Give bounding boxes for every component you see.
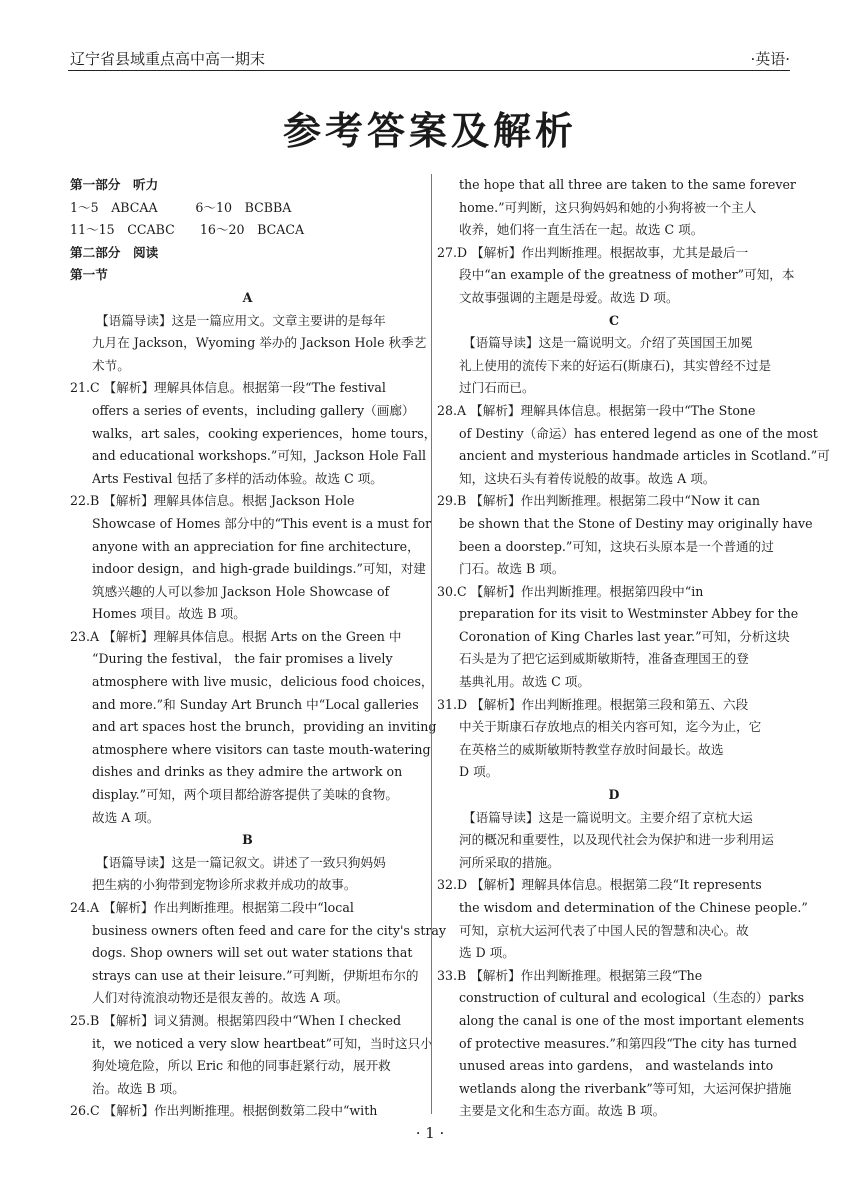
right-text-line: 河的概况和重要性，以及现代社会为保护和进一步利用运 bbox=[459, 832, 774, 848]
left-text-line: “During the festival， the fair promises a lively bbox=[92, 651, 393, 667]
left-text-line: 筑感兴趣的人可以参加 Jackson Hole Showcase of bbox=[92, 583, 390, 599]
left-text-line: 狗处境危险，所以 Eric 和他的同事赶紧行动，展开救 bbox=[92, 1058, 391, 1074]
left-text-line: 1～5 ABCAA 6～10 BCBBA bbox=[70, 199, 292, 215]
right-text-line: the hope that all three are taken to the same forever bbox=[459, 177, 796, 192]
right-text-line: 中关于斯康石存放地点的相关内容可知，迄今为止，它 bbox=[459, 719, 762, 735]
left-text-line: 故选 A 项。 bbox=[92, 809, 160, 825]
right-text-line: of Destiny（命运）has entered legend as one of the most bbox=[459, 425, 818, 441]
page-title: 参考答案及解析 bbox=[282, 109, 577, 153]
right-text-line: 过门石而已。 bbox=[459, 380, 535, 396]
left-text-line: dishes and drinks as they admire the artwork on bbox=[92, 764, 403, 780]
left-text-line: 22.B 【解析】理解具体信息。根据 Jackson Hole bbox=[70, 493, 355, 509]
right-text-line: 在英格兰的威斯敏斯特教堂存放时间最长。故选 bbox=[459, 741, 724, 757]
right-text-line: D 项。 bbox=[459, 764, 499, 780]
right-text-line: 河所采取的措施。 bbox=[459, 854, 560, 870]
left-text-line: 术节。 bbox=[92, 357, 130, 373]
left-text-line: A bbox=[242, 289, 253, 305]
left-text-line: Arts Festival 包括了多样的活动体验。故选 C 项。 bbox=[92, 470, 383, 486]
right-text-line: 【语篇导读】这是一篇说明文。介绍了英国国王加冕 bbox=[463, 335, 753, 351]
right-text-line: 27.D 【解析】作出判断推理。根据故事，尤其是最后一 bbox=[437, 244, 749, 260]
right-text-line: preparation for its visit to Westminster Abbey for the bbox=[459, 606, 799, 622]
left-text-line: atmosphere with live music，delicious food choices， bbox=[92, 674, 434, 690]
right-text-line: 可知，京杭大运河代表了中国人民的智慧和决心。故 bbox=[459, 922, 749, 938]
page-number: · 1 · bbox=[415, 1124, 445, 1142]
right-text-line: the wisdom and determination of the Chinese people.” bbox=[459, 900, 808, 915]
left-text-line: 【语篇导读】这是一篇应用文。文章主要讲的是每年 bbox=[96, 312, 386, 328]
column-divider bbox=[431, 174, 432, 1114]
right-text-line: Coronation of King Charles last year.”可知，分析这块 bbox=[459, 628, 790, 644]
right-text-line: 基典礼用。故选 C 项。 bbox=[459, 674, 590, 690]
left-text-line: display.”可知，两个项目都给游客提供了美味的食物。 bbox=[92, 787, 398, 803]
left-text-line: Showcase of Homes 部分中的“This event is a must for bbox=[92, 515, 432, 531]
left-text-line: atmosphere where visitors can taste mouth-watering bbox=[92, 741, 431, 757]
left-text-line: 治。故选 B 项。 bbox=[92, 1080, 185, 1096]
left-text-line: business owners often feed and care for the city's stray bbox=[92, 922, 447, 938]
left-column bbox=[70, 174, 447, 1123]
right-text-line: home.”可判断，这只狗妈妈和她的小狗将被一个主人 bbox=[459, 199, 757, 215]
right-text-line: along the canal is one of the most important elements bbox=[459, 1012, 805, 1028]
right-text-line: wetlands along the riverbank”等可知，大运河保护措施 bbox=[459, 1080, 792, 1096]
right-text-line: 门石。故选 B 项。 bbox=[459, 561, 565, 577]
left-text-line: Homes 项目。故选 B 项。 bbox=[92, 606, 246, 622]
left-text-line: indoor design，and high-grade buildings.”可知，对建 bbox=[92, 561, 426, 577]
right-text-line: 主要是文化和生态方面。故选 B 项。 bbox=[459, 1103, 666, 1119]
right-text-line: C bbox=[608, 312, 620, 328]
right-text-line: 收养，她们将一直生活在一起。故选 C 项。 bbox=[459, 222, 704, 238]
right-text-line: 31.D 【解析】作出判断推理。根据第三段和第五、六段 bbox=[437, 696, 749, 712]
right-text-line: 段中“an example of the greatness of mother”可知，本 bbox=[459, 267, 795, 283]
right-text-line: 30.C 【解析】作出判断推理。根据第四段中“in bbox=[437, 583, 704, 599]
right-text-line: D bbox=[608, 787, 620, 803]
right-text-line: ancient and mysterious handmade articles in Scotland.”可 bbox=[459, 448, 830, 464]
left-text-line: 人们对待流浪动物还是很友善的。故选 A 项。 bbox=[92, 990, 349, 1006]
left-text-line: 第一部分 听力 bbox=[70, 177, 159, 192]
right-text-line: 石头是为了把它运到威斯敏斯特，准备查理国王的登 bbox=[459, 651, 749, 667]
left-text-line: and more.”和 Sunday Art Brunch 中“Local galleries bbox=[92, 696, 419, 712]
right-text-line: 32.D 【解析】理解具体信息。根据第二段“It represents bbox=[437, 877, 762, 893]
left-text-line: B bbox=[242, 832, 253, 848]
right-text-line: 【语篇导读】这是一篇说明文。主要介绍了京杭大运 bbox=[463, 809, 753, 825]
right-text-line: 知，这块石头有着传说般的故事。故选 A 项。 bbox=[459, 470, 716, 486]
left-text-line: 第一节 bbox=[70, 267, 108, 283]
left-text-line: 23.A 【解析】理解具体信息。根据 Arts on the Green 中 bbox=[70, 628, 402, 644]
left-text-line: 21.C 【解析】理解具体信息。根据第一段“The festival bbox=[70, 380, 386, 396]
left-text-line: 【语篇导读】这是一篇记叙文。讲述了一致只狗妈妈 bbox=[96, 854, 386, 870]
left-text-line: dogs. Shop owners will set out water stations that bbox=[92, 945, 413, 961]
left-text-line: and art spaces host the brunch，providing an inviting bbox=[92, 719, 437, 735]
right-text-line: construction of cultural and ecological（生态的）parks bbox=[459, 990, 805, 1006]
left-text-line: 24.A 【解析】作出判断推理。根据第二段中“local bbox=[70, 900, 354, 915]
right-text-line: of protective measures.”和第四段“The city has turned bbox=[459, 1035, 797, 1051]
left-text-line: anyone with an appreciation for fine architecture， bbox=[92, 538, 420, 554]
left-text-line: 九月在 Jackson，Wyoming 举办的 Jackson Hole 秋季艺 bbox=[92, 335, 427, 351]
left-text-line: 26.C 【解析】作出判断推理。根据倒数第二段中“with bbox=[70, 1103, 378, 1119]
left-text-line: 11～15 CCABC 16～20 BCACA bbox=[70, 222, 305, 238]
right-text-line: 29.B 【解析】作出判断推理。根据第二段中“Now it can bbox=[437, 493, 760, 509]
left-text-line: and educational workshops.”可知，Jackson Hole Fall bbox=[92, 448, 427, 464]
right-column bbox=[437, 174, 830, 1123]
right-text-line: be shown that the Stone of Destiny may originally have bbox=[459, 515, 813, 531]
right-text-line: 礼上使用的流传下来的好运石(斯康石)，其实曾经不过是 bbox=[459, 357, 772, 373]
header-exam-title: 辽宁省县域重点高中高一期末 bbox=[70, 50, 266, 68]
right-text-line: 文故事强调的主题是母爱。故选 D 项。 bbox=[459, 289, 679, 305]
left-text-line: 25.B 【解析】词义猜测。根据第四段中“When I checked bbox=[70, 1012, 402, 1028]
page-header bbox=[68, 48, 790, 71]
left-text-line: it，we noticed a very slow heartbeat”可知，当时这只小 bbox=[92, 1035, 433, 1051]
header-subject: ·英语· bbox=[750, 50, 790, 68]
left-text-line: offers a series of events，including gallery（画廊） bbox=[92, 402, 415, 418]
right-text-line: 选 D 项。 bbox=[459, 945, 515, 961]
right-text-line: 33.B 【解析】作出判断推理。根据第三段“The bbox=[437, 967, 703, 983]
left-text-line: walks，art sales，cooking experiences，home tours， bbox=[92, 425, 437, 441]
left-text-line: 把生病的小狗带到宠物诊所求救并成功的故事。 bbox=[92, 877, 357, 893]
right-text-line: been a doorstep.”可知，这块石头原本是一个普通的过 bbox=[459, 538, 774, 554]
left-text-line: 第二部分 阅读 bbox=[70, 244, 159, 260]
right-text-line: unused areas into gardens， and wastelands into bbox=[459, 1058, 774, 1074]
left-text-line: strays can use at their leisure.”可判断，伊斯坦布尔的 bbox=[92, 967, 419, 983]
right-text-line: 28.A 【解析】理解具体信息。根据第一段中“The Stone bbox=[437, 402, 756, 418]
